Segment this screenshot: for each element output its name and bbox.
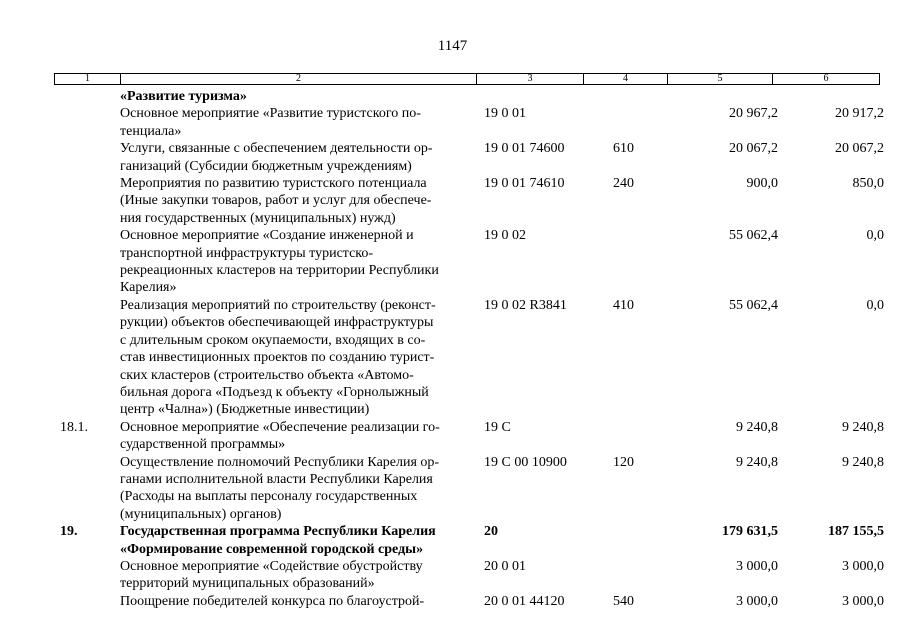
header-col-3: 3 (477, 74, 584, 84)
row-value-1: 20 067,2 (729, 141, 778, 157)
page-number: 1147 (437, 38, 468, 54)
header-col-2: 2 (121, 74, 477, 84)
table-row (0, 227, 905, 297)
row-value-2: 3 000,0 (842, 558, 884, 574)
row-expense-type (584, 227, 673, 297)
table-row (0, 419, 905, 454)
row-code: 19 С 00 10900 (484, 454, 567, 470)
table-row (0, 175, 905, 227)
row-expense-type: 540 (613, 593, 634, 609)
row-name: Услуги, связанные с обеспечением деятельности ор- ганизаций (Субсидии бюджетным учреждениям) (120, 141, 433, 174)
row-value-1: 20 967,2 (729, 106, 778, 122)
row-number (0, 140, 120, 175)
row-name: Реализация мероприятий по строительству (реконст- рукции) объектов обеспечивающей инфраструктуры с длительным сроком окупаемости, входящих в со- став инвестиционных проектов по созданию турист- ских кластеров (строительство объекта «Автомо- бильная дорога «Подъезд к объекту «Горнолыжный центр «Чална») (Бюджетные инвестиции) (120, 297, 436, 418)
row-value-1: 9 240,8 (736, 454, 778, 470)
row-number (0, 593, 120, 610)
row-number: 19. (60, 524, 78, 540)
row-name: Основное мероприятие «Создание инженерной и транспортной инфраструктуры туристско- рекреационных кластеров на территории Республики Карелия» (120, 228, 439, 296)
row-code: 19 0 01 74610 (484, 176, 565, 192)
row-expense-type (584, 523, 673, 558)
row-expense-type: 120 (613, 454, 634, 470)
row-expense-type: 610 (613, 141, 634, 157)
table-header (54, 73, 880, 85)
row-value-1: 9 240,8 (736, 419, 778, 435)
row-expense-type (584, 558, 673, 593)
row-number (0, 454, 120, 524)
row-value-1: 55 062,4 (729, 228, 778, 244)
row-value-2 (778, 88, 884, 105)
row-name: Государственная программа Республики Карелия «Формирование современной городской среды» (120, 524, 436, 557)
header-col-1: 1 (55, 74, 121, 84)
row-value-2: 9 240,8 (842, 419, 884, 435)
row-number (0, 88, 120, 105)
table-row (0, 593, 905, 610)
row-value-2: 9 240,8 (842, 454, 884, 470)
row-value-2: 0,0 (866, 297, 884, 313)
row-name: Основное мероприятие «Обеспечение реализации го- сударственной программы» (120, 419, 440, 453)
row-value-2: 850,0 (852, 176, 884, 192)
row-code: 19 0 02 (484, 228, 526, 244)
row-number (0, 227, 120, 297)
row-value-2: 3 000,0 (842, 593, 884, 609)
row-number: 18.1. (60, 419, 88, 435)
table-body (0, 88, 905, 610)
row-number (0, 175, 120, 227)
table-row (0, 523, 905, 558)
row-value-1: 3 000,0 (736, 593, 778, 609)
row-code: 19 С (484, 419, 511, 435)
row-expense-type (584, 105, 673, 140)
row-name: «Развитие туризма» (120, 89, 247, 104)
row-code: 19 0 01 74600 (484, 141, 565, 157)
row-value-1: 179 631,5 (722, 524, 778, 540)
row-name: Основное мероприятие «Развитие туристского по- тенциала» (120, 106, 421, 139)
row-name: Основное мероприятие «Содействие обустройству территорий муниципальных образований» (120, 558, 423, 592)
row-expense-type: 240 (613, 176, 634, 192)
row-value-2: 0,0 (866, 228, 884, 244)
row-code: 19 0 01 (484, 106, 526, 122)
row-value-2: 20 917,2 (835, 106, 884, 122)
row-number (0, 297, 120, 419)
row-value-1: 900,0 (746, 176, 778, 192)
row-code: 20 0 01 (484, 558, 526, 574)
table-row (0, 140, 905, 175)
row-number (0, 558, 120, 593)
header-col-5: 5 (668, 74, 773, 84)
row-name: Поощрение победителей конкурса по благоустрой- (120, 593, 425, 609)
row-code (470, 88, 584, 105)
row-number (0, 105, 120, 140)
row-value-1 (673, 88, 778, 105)
row-value-2: 20 067,2 (835, 141, 884, 157)
header-col-6: 6 (823, 73, 829, 84)
row-code: 20 0 01 44120 (484, 593, 565, 609)
row-code: 20 (484, 524, 498, 540)
row-name: Осуществление полномочий Республики Карелия ор- ганами исполнительной власти Республики Карелия (Расходы на выплаты персоналу государственных (муниципальных) органов) (120, 454, 440, 522)
row-expense-type (584, 88, 673, 105)
table-row (0, 558, 905, 593)
row-name: Мероприятия по развитию туристского потенциала (Иные закупки товаров, работ и услуг для обеспече- ния государственных (муниципальных) нужд) (120, 176, 432, 226)
table-row (0, 88, 905, 105)
header-col-4: 4 (584, 74, 668, 84)
table-row (0, 454, 905, 524)
row-value-1: 55 062,4 (729, 297, 778, 313)
row-value-1: 3 000,0 (736, 558, 778, 574)
row-value-2: 187 155,5 (828, 524, 884, 540)
table-row (0, 105, 905, 140)
row-expense-type: 410 (613, 297, 634, 313)
table-row (0, 297, 905, 419)
row-expense-type (584, 419, 673, 454)
row-code: 19 0 02 R3841 (484, 297, 567, 313)
